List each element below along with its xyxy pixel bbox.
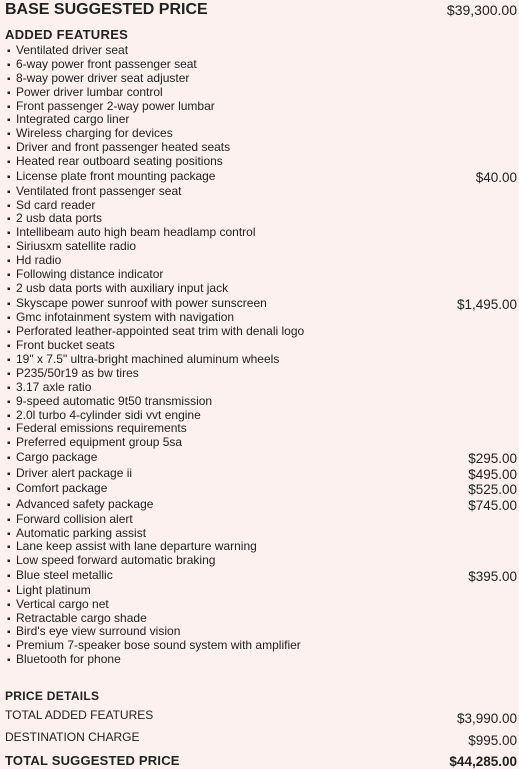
bullet-icon: ▪: [7, 396, 11, 408]
feature-label: Advanced safety package: [16, 497, 154, 512]
feature-item: [0, 584, 519, 598]
feature-item: [0, 169, 519, 185]
added-features-list: [0, 44, 519, 667]
feature-label: Cargo package: [16, 450, 98, 465]
feature-label: Heated rear outboard seating positions: [16, 154, 223, 169]
bullet-icon: ▪: [7, 129, 11, 141]
feature-item: [0, 513, 519, 527]
bullet-icon: ▪: [7, 228, 11, 240]
feature-item: [0, 598, 519, 612]
feature-item: [0, 409, 519, 423]
bullet-icon: ▪: [7, 368, 11, 380]
feature-item: [0, 113, 519, 127]
feature-label: 8-way power driver seat adjuster: [16, 70, 190, 85]
bullet-icon: ▪: [7, 641, 11, 653]
feature-label: Forward collision alert: [16, 511, 133, 526]
bullet-icon: ▪: [7, 571, 11, 583]
bullet-icon: ▪: [7, 186, 11, 198]
feature-item: [0, 422, 519, 436]
feature-item: [0, 311, 519, 325]
feature-item: [0, 141, 519, 155]
feature-label: Ventilated driver seat: [16, 43, 129, 57]
feature-label: Preferred equipment group 5sa: [16, 435, 183, 450]
feature-item: [0, 58, 519, 72]
bullet-icon: ▪: [7, 115, 11, 127]
feature-label: Front passenger 2-way power lumbar: [16, 98, 215, 113]
feature-label: Skyscape power sunroof with power sunscreen: [16, 295, 267, 310]
feature-label: Light platinum: [16, 582, 91, 597]
bullet-icon: ▪: [7, 46, 11, 57]
feature-item: [0, 436, 519, 450]
feature-price: $1,495.00: [456, 296, 517, 312]
total-suggested-price-label: TOTAL SUGGESTED PRICE: [5, 753, 180, 768]
total-added-features-value: $3,990.00: [456, 711, 517, 726]
feature-item: [0, 44, 519, 58]
bullet-icon: ▪: [7, 599, 11, 611]
feature-item: [0, 466, 519, 482]
feature-item: [0, 339, 519, 353]
feature-price: $295.00: [468, 451, 517, 467]
base-price-value: $39,300.00: [446, 2, 517, 18]
feature-label: Lane keep assist with lane departure warning: [16, 539, 257, 554]
feature-label: Ventilated front passenger seat: [16, 183, 182, 198]
bullet-icon: ▪: [7, 468, 11, 480]
bullet-icon: ▪: [7, 73, 11, 85]
bullet-icon: ▪: [7, 101, 11, 113]
destination-charge-value: $995.00: [468, 733, 517, 748]
feature-item: [0, 325, 519, 339]
feature-label: Blue steel metallic: [16, 568, 113, 583]
feature-label: Perforated leather-appointed seat trim with denali logo: [16, 324, 305, 339]
bullet-icon: ▪: [7, 424, 11, 436]
feature-item: [0, 282, 519, 296]
bullet-icon: ▪: [7, 313, 11, 325]
feature-label: Comfort package: [16, 481, 108, 496]
feature-label: Bluetooth for phone: [16, 652, 121, 667]
feature-price: $395.00: [468, 569, 517, 585]
feature-label: License plate front mounting package: [16, 169, 216, 184]
bullet-icon: ▪: [7, 528, 11, 540]
feature-label: Integrated cargo liner: [16, 112, 130, 127]
total-added-features-label: TOTAL ADDED FEATURES: [5, 708, 154, 722]
bullet-icon: ▪: [7, 59, 11, 71]
base-price-title: BASE SUGGESTED PRICE: [5, 1, 208, 18]
feature-item: [0, 72, 519, 86]
feature-item: [0, 554, 519, 568]
bullet-icon: ▪: [7, 613, 11, 625]
bullet-icon: ▪: [7, 143, 11, 155]
feature-item: [0, 367, 519, 381]
feature-price: $525.00: [468, 482, 517, 498]
feature-label: 2 usb data ports with auxiliary input jack: [16, 280, 229, 295]
feature-item: [0, 199, 519, 213]
feature-label: Following distance indicator: [16, 266, 164, 281]
feature-item: [0, 268, 519, 282]
feature-label: P235/50r19 as bw tires: [16, 365, 139, 380]
bullet-icon: ▪: [7, 200, 11, 212]
bullet-icon: ▪: [7, 242, 11, 254]
feature-label: 3.17 axle ratio: [16, 379, 92, 394]
feature-item: [0, 127, 519, 141]
bullet-icon: ▪: [7, 585, 11, 597]
feature-item: [0, 450, 519, 466]
bullet-icon: ▪: [7, 627, 11, 639]
bullet-icon: ▪: [7, 256, 11, 268]
feature-item: [0, 568, 519, 584]
feature-item: [0, 353, 519, 367]
feature-label: Driver alert package ii: [16, 465, 133, 480]
price-details-title: PRICE DETAILS: [5, 689, 100, 703]
feature-label: Low speed forward automatic braking: [16, 553, 216, 568]
feature-item: [0, 395, 519, 409]
bullet-icon: ▪: [7, 542, 11, 554]
feature-label: 2.0l turbo 4-cylinder sidi vvt engine: [16, 407, 201, 422]
destination-charge-label: DESTINATION CHARGE: [5, 730, 140, 744]
feature-label: Siriusxm satellite radio: [16, 239, 137, 254]
bullet-icon: ▪: [7, 410, 11, 422]
feature-item: [0, 86, 519, 100]
bullet-icon: ▪: [7, 327, 11, 339]
feature-label: Bird's eye view surround vision: [16, 624, 181, 639]
feature-item: [0, 653, 519, 667]
feature-label: Wireless charging for devices: [16, 126, 173, 141]
feature-item: [0, 481, 519, 497]
feature-label: 2 usb data ports: [16, 211, 103, 226]
bullet-icon: ▪: [7, 514, 11, 526]
feature-label: 19" x 7.5" ultra-bright machined aluminum wheels: [16, 352, 280, 366]
bullet-icon: ▪: [7, 214, 11, 226]
feature-item: [0, 226, 519, 240]
bullet-icon: ▪: [7, 157, 11, 169]
feature-label: Hd radio: [16, 253, 62, 268]
feature-label: 9-speed automatic 9t50 transmission: [16, 393, 213, 408]
bullet-icon: ▪: [7, 500, 11, 512]
feature-label: Front bucket seats: [16, 338, 115, 353]
bullet-icon: ▪: [7, 355, 11, 366]
feature-item: [0, 497, 519, 513]
bullet-icon: ▪: [7, 484, 11, 496]
bullet-icon: ▪: [7, 283, 11, 295]
bullet-icon: ▪: [7, 341, 11, 353]
bullet-icon: ▪: [7, 298, 11, 310]
feature-item: [0, 381, 519, 395]
feature-label: Power driver lumbar control: [16, 84, 163, 99]
feature-item: [0, 296, 519, 312]
total-suggested-price-value: $44,285.00: [449, 754, 517, 769]
feature-label: Vertical cargo net: [16, 596, 109, 611]
feature-label: Federal emissions requirements: [16, 421, 187, 436]
bullet-icon: ▪: [7, 87, 11, 99]
bullet-icon: ▪: [7, 172, 11, 184]
feature-label: Driver and front passenger heated seats: [16, 140, 231, 155]
feature-item: [0, 540, 519, 554]
bullet-icon: ▪: [7, 382, 11, 394]
feature-item: [0, 185, 519, 199]
feature-label: 6-way power front passenger seat: [16, 56, 197, 71]
bullet-icon: ▪: [7, 556, 11, 568]
feature-price: $495.00: [468, 466, 517, 482]
bullet-icon: ▪: [7, 453, 11, 465]
feature-label: Gmc infotainment system with navigation: [16, 310, 235, 325]
feature-label: Intellibeam auto high beam headlamp control: [16, 225, 256, 240]
feature-price: $745.00: [468, 498, 517, 514]
feature-item: [0, 155, 519, 169]
feature-label: Automatic parking assist: [16, 525, 147, 540]
feature-price: $40.00: [475, 170, 517, 186]
feature-item: [0, 625, 519, 639]
feature-item: [0, 240, 519, 254]
feature-label: Retractable cargo shade: [16, 610, 147, 625]
feature-item: [0, 212, 519, 226]
bullet-icon: ▪: [7, 438, 11, 450]
feature-item: [0, 612, 519, 626]
added-features-title: ADDED FEATURES: [5, 27, 129, 42]
feature-item: [0, 100, 519, 114]
feature-label: Premium 7-speaker bose sound system with amplifier: [16, 638, 301, 653]
bullet-icon: ▪: [7, 655, 11, 667]
bullet-icon: ▪: [7, 269, 11, 281]
feature-item: [0, 639, 519, 653]
feature-item: [0, 527, 519, 541]
feature-label: Sd card reader: [16, 197, 96, 212]
feature-item: [0, 254, 519, 268]
